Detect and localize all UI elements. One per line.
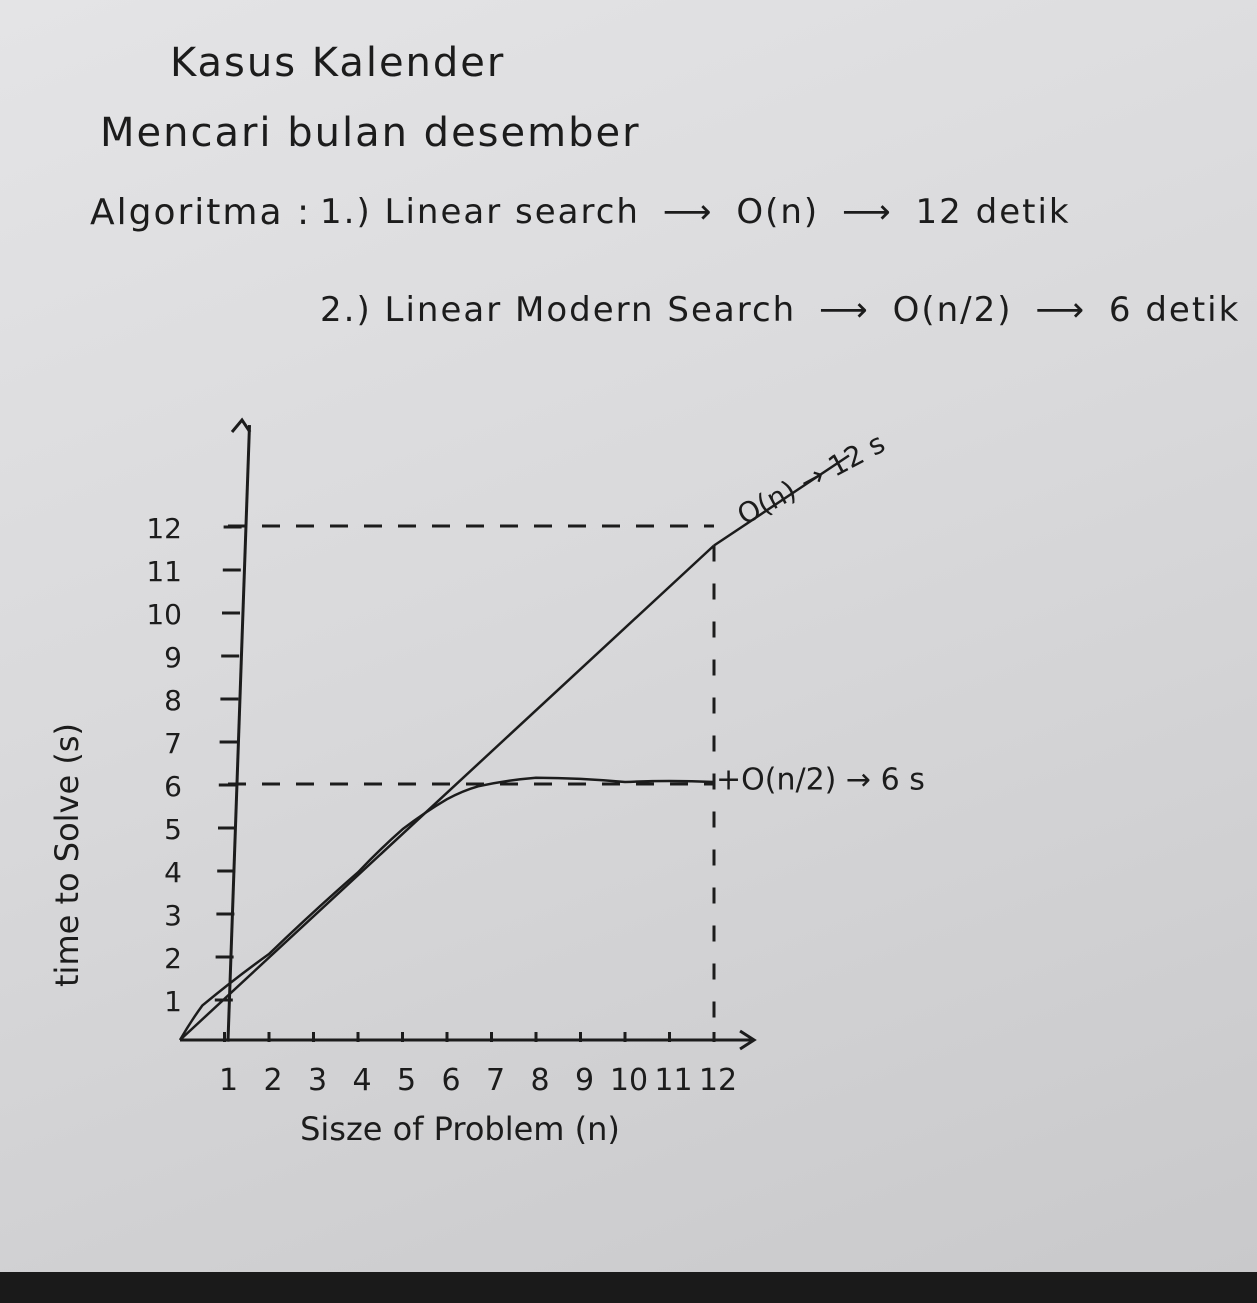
series-annotation-on: O(n) → 12 s — [731, 426, 891, 532]
y-tick-label: 2 — [164, 942, 182, 975]
y-tick-label: 12 — [146, 512, 182, 545]
x-tick-label: 10 — [609, 1063, 649, 1098]
x-tick-label: 2 — [263, 1063, 283, 1098]
y-tick-label: 7 — [164, 727, 182, 760]
algorithm-2-result: 6 detik — [1108, 290, 1241, 330]
x-tick-label: 1 — [218, 1063, 239, 1098]
series-annotation-on-half: +O(n/2) → 6 s — [716, 762, 925, 798]
arrow-icon: ⟶ — [1035, 290, 1087, 330]
y-tick-label: 1 — [164, 985, 182, 1018]
x-axis-title: Sisze of Problem (n) — [300, 1110, 620, 1148]
x-tick-label: 4 — [352, 1063, 372, 1098]
x-tick-label: 12 — [698, 1063, 738, 1098]
y-tick-label: 8 — [164, 684, 182, 717]
y-axis-arrow-icon — [232, 420, 250, 432]
x-tick-label: 11 — [654, 1063, 693, 1098]
algorithm-2-num: 2.) — [320, 290, 372, 330]
y-tick-label: 5 — [164, 813, 182, 846]
arrow-icon: ⟶ — [841, 192, 893, 232]
y-tick-label: 10 — [146, 598, 182, 631]
series-line-on — [180, 546, 714, 1041]
algorithms-label: Algoritma : — [90, 192, 312, 233]
algorithm-1-result: 12 detik — [915, 192, 1071, 232]
x-tick-label: 9 — [574, 1063, 595, 1098]
series-line-on-half — [180, 778, 714, 1040]
x-tick-label: 6 — [441, 1063, 461, 1098]
y-tick-label: 9 — [164, 641, 182, 674]
algorithm-1-num: 1.) — [320, 192, 372, 232]
algorithm-1-name: Linear search — [384, 192, 640, 232]
note-title-1: Kasus Kalender — [170, 40, 506, 86]
y-tick-label: 11 — [146, 555, 182, 588]
arrow-icon: ⟶ — [819, 290, 870, 330]
y-tick-label: 6 — [164, 770, 182, 803]
x-tick-label: 3 — [307, 1063, 328, 1098]
y-tick-label: 4 — [164, 856, 182, 889]
x-tick-label: 8 — [530, 1063, 550, 1098]
y-axis — [228, 425, 250, 1042]
y-axis-title: time to Solve (s) — [48, 723, 86, 987]
algorithm-2-name: Linear Modern Search — [384, 290, 797, 330]
algorithm-2-complexity: O(n/2) — [892, 290, 1013, 330]
note-title-2: Mencari bulan desember — [100, 110, 641, 156]
x-tick-label: 7 — [485, 1063, 506, 1098]
y-tick-label: 3 — [164, 899, 182, 932]
x-tick-label: 5 — [396, 1063, 417, 1098]
arrow-icon: ⟶ — [662, 192, 714, 232]
algorithm-1-complexity: O(n) — [736, 192, 820, 232]
